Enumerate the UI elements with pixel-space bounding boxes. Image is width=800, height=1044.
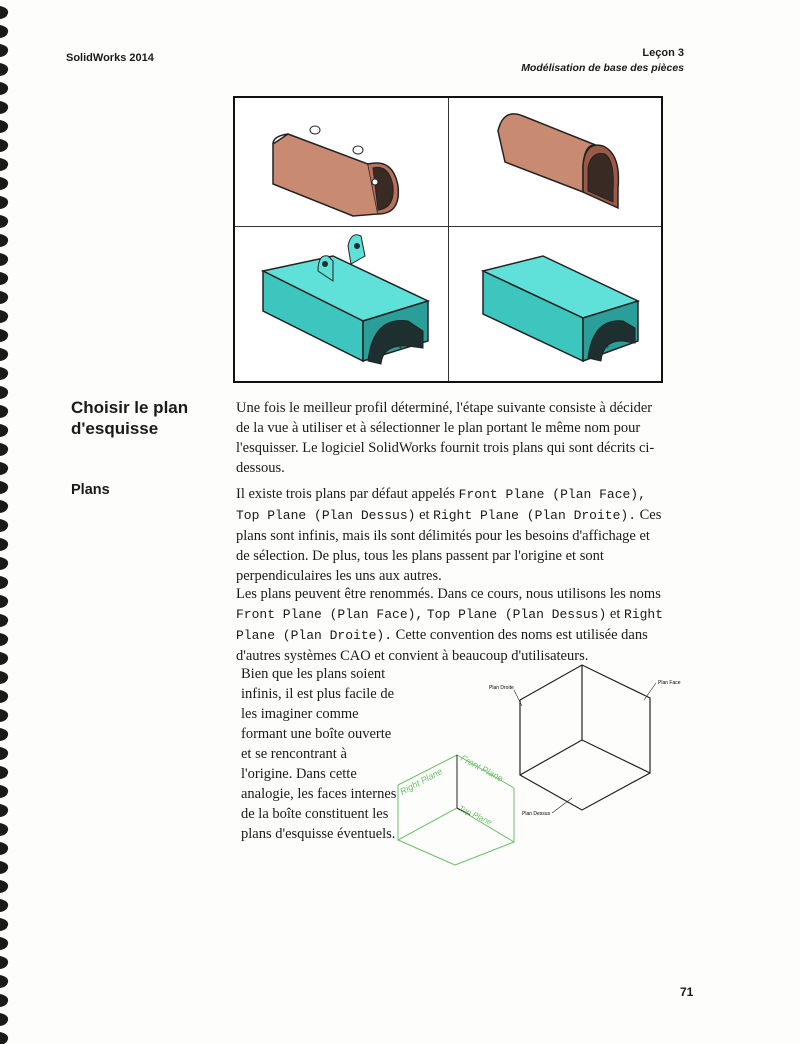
spiral-ring bbox=[0, 63, 8, 76]
part-with-holes-drawing bbox=[273, 126, 398, 216]
spiral-ring bbox=[0, 576, 8, 589]
spiral-ring bbox=[0, 139, 8, 152]
half-cylinder-drawing bbox=[498, 114, 618, 208]
spiral-ring bbox=[0, 348, 8, 361]
profile-drawings bbox=[233, 96, 663, 383]
spiral-ring bbox=[0, 462, 8, 475]
spiral-ring bbox=[0, 690, 8, 703]
spiral-ring bbox=[0, 481, 8, 494]
spiral-ring bbox=[0, 861, 8, 874]
block-drawing bbox=[483, 256, 638, 361]
spiral-ring bbox=[0, 880, 8, 893]
spiral-binding bbox=[0, 0, 14, 1044]
header-book-title: SolidWorks 2014 bbox=[66, 52, 154, 64]
spiral-ring bbox=[0, 633, 8, 646]
spiral-ring bbox=[0, 671, 8, 684]
spiral-ring bbox=[0, 557, 8, 570]
label-right-plane: Right Plane bbox=[398, 766, 445, 797]
label-front-plane: Front Plane bbox=[459, 752, 505, 784]
spiral-ring bbox=[0, 747, 8, 760]
spiral-ring bbox=[0, 291, 8, 304]
spiral-ring bbox=[0, 234, 8, 247]
paragraph-intro: Une fois le meilleur profil déterminé, l'étape suivante consiste à décider de la vue à utiliser et à sélectionner le plan portant le même nom pour l'esquisser. Le logiciel SolidWorks fournit trois plans qui sont décrits ci-dessous. bbox=[236, 400, 655, 476]
open-box-drawing bbox=[520, 665, 650, 810]
spiral-ring bbox=[0, 6, 8, 19]
svg-text:+: + bbox=[605, 342, 610, 351]
paragraph-box-analogy: Bien que les plans soient infinis, il est plus facile de les imaginer comme formant une boîte ouverte et se rencontrant à l'origine. Dans cette analogie, les faces internes de la boîte constituent les plans d'esquisse éventuels. bbox=[241, 666, 397, 842]
spiral-ring bbox=[0, 329, 8, 342]
spiral-ring bbox=[0, 196, 8, 209]
spiral-ring bbox=[0, 785, 8, 798]
spiral-ring bbox=[0, 405, 8, 418]
spiral-ring bbox=[0, 386, 8, 399]
header-lesson-title: Modélisation de base des pièces bbox=[521, 62, 684, 74]
label-top-plane: Top Plane bbox=[457, 803, 494, 827]
spiral-ring bbox=[0, 709, 8, 722]
paragraph-rename: Les plans peuvent être renommés. Dans ce cours, nous utilisons les noms Front Plane (Plan Face), Top Plane (Plan Dessus) et Right Plane (Plan Droite). Cette convention des noms est utilisée dans d'autres systèmes CAO et convient à beaucoup d'utilisateurs. bbox=[236, 586, 664, 664]
spiral-ring bbox=[0, 652, 8, 665]
spiral-ring bbox=[0, 101, 8, 114]
spiral-ring bbox=[0, 519, 8, 532]
spiral-ring bbox=[0, 272, 8, 285]
spiral-ring bbox=[0, 994, 8, 1007]
subsection-heading: Plans bbox=[71, 482, 110, 498]
spiral-ring bbox=[0, 842, 8, 855]
spiral-ring bbox=[0, 310, 8, 323]
spiral-ring bbox=[0, 956, 8, 969]
svg-text:+: + bbox=[398, 343, 403, 352]
page-number: 71 bbox=[680, 985, 694, 999]
spiral-ring bbox=[0, 367, 8, 380]
label-plan-dessus: Plan Dessus bbox=[522, 811, 551, 817]
block-with-tabs-drawing bbox=[263, 235, 428, 364]
label-plan-face: Plan Face bbox=[658, 680, 681, 686]
header-lesson-number: Leçon 3 bbox=[642, 47, 684, 59]
spiral-ring bbox=[0, 443, 8, 456]
spiral-ring bbox=[0, 937, 8, 950]
spiral-ring bbox=[0, 823, 8, 836]
spiral-ring bbox=[0, 500, 8, 513]
spiral-ring bbox=[0, 1032, 8, 1044]
label-plan-droite: Plan Droite bbox=[489, 685, 514, 691]
spiral-ring bbox=[0, 975, 8, 988]
spiral-ring bbox=[0, 804, 8, 817]
spiral-ring bbox=[0, 82, 8, 95]
spiral-ring bbox=[0, 728, 8, 741]
profile-figure bbox=[233, 96, 663, 383]
spiral-ring bbox=[0, 614, 8, 627]
spiral-ring bbox=[0, 899, 8, 912]
header-lesson bbox=[521, 46, 684, 76]
spiral-ring bbox=[0, 595, 8, 608]
spiral-ring bbox=[0, 766, 8, 779]
spiral-ring bbox=[0, 120, 8, 133]
spiral-ring bbox=[0, 1013, 8, 1026]
spiral-ring bbox=[0, 158, 8, 171]
spiral-ring bbox=[0, 253, 8, 266]
paragraph-planes: Il existe trois plans par défaut appelés Front Plane (Plan Face), Top Plane (Plan Dessus) et Right Plane (Plan Droite). Ces plans sont infinis, mais ils sont délimités pour les besoins d'affichage et de sélection. De plus, tous les plans passent par l'origine et sont perpendiculaires les uns aux autres. bbox=[236, 486, 662, 584]
spiral-ring bbox=[0, 424, 8, 437]
spiral-ring bbox=[0, 918, 8, 931]
spiral-ring bbox=[0, 215, 8, 228]
spiral-ring bbox=[0, 25, 8, 38]
spiral-ring bbox=[0, 44, 8, 57]
planes-box-diagram bbox=[392, 660, 712, 870]
spiral-ring bbox=[0, 177, 8, 190]
spiral-ring bbox=[0, 538, 8, 551]
section-heading: Choisir le plan d'esquisse bbox=[71, 398, 189, 438]
